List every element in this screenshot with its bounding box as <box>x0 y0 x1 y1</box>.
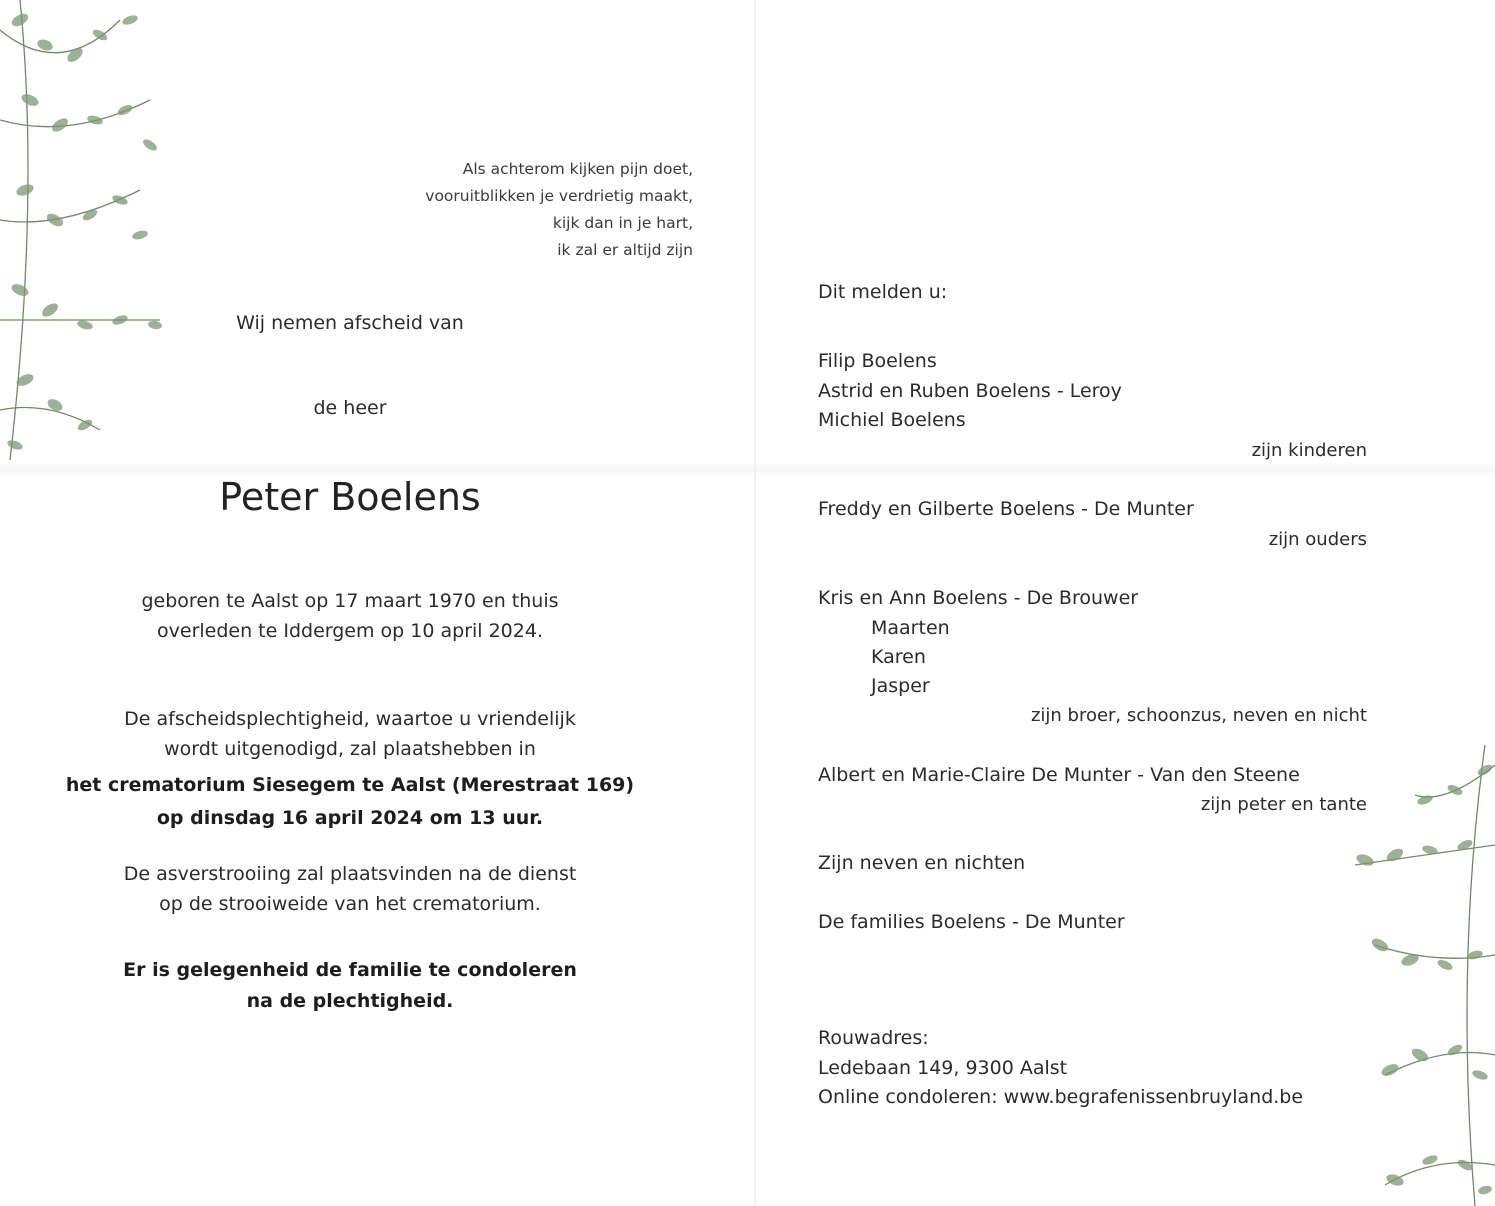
address-label: Rouwadres: <box>818 1027 929 1049</box>
parents-relation: zijn ouders <box>1268 529 1367 550</box>
ash-line-2: op de strooiweide van het crematorium. <box>159 893 541 915</box>
ash-line-1: De asverstrooiing zal plaatsvinden na de dienst <box>123 863 577 885</box>
condolence-line-2: na de plechtigheid. <box>246 990 454 1012</box>
parents-name: Freddy en Gilberte Boelens - De Munter <box>818 498 1194 520</box>
child-name: Michiel Boelens <box>818 409 966 431</box>
fold-line <box>754 0 756 1206</box>
ceremony-line-2: wordt uitgenodigd, zal plaatshebben in <box>164 738 536 760</box>
venue-line: het crematorium Siesegem te Aalst (Merestraat 169) <box>65 774 635 796</box>
poem-line-2: vooruitblikken je verdrietig maakt, <box>425 187 693 205</box>
online-condolence-line: Online condoleren: www.begrafenissenbruyland.be <box>818 1086 1304 1108</box>
deceased-name: Peter Boelens <box>219 475 481 519</box>
child-name: Astrid en Ruben Boelens - Leroy <box>818 380 1122 402</box>
brother-name: Kris en Ann Boelens - De Brouwer <box>818 587 1139 609</box>
mourning-address: Ledebaan 149, 9300 Aalst <box>818 1057 1068 1079</box>
brother-relation: zijn broer, schoonzus, neven en nicht <box>1030 705 1367 726</box>
cousins-line: Zijn neven en nichten <box>818 852 1026 874</box>
ceremony-line-1: De afscheidsplechtigheid, waartoe u vriendelijk <box>124 708 576 730</box>
child-name: Filip Boelens <box>818 350 937 372</box>
families-line: De families Boelens - De Munter <box>818 911 1125 933</box>
poem-line-3: kijk dan in je hart, <box>552 214 693 232</box>
poem-line-4: ik zal er altijd zijn <box>557 241 693 259</box>
announcers-intro: Dit melden u: <box>818 281 948 303</box>
birth-line: geboren te Aalst op 17 maart 1970 en thuis <box>141 590 559 612</box>
death-line: overleden te Iddergem op 10 april 2024. <box>157 620 543 642</box>
deceased-title: de heer <box>313 397 387 419</box>
godparents-relation: zijn peter en tante <box>1200 794 1367 815</box>
nephew-niece-name: Jasper <box>871 675 930 697</box>
children-relation: zijn kinderen <box>1251 440 1367 461</box>
farewell-intro: Wij nemen afscheid van <box>236 312 464 334</box>
date-line: op dinsdag 16 april 2024 om 13 uur. <box>156 807 544 829</box>
nephew-niece-name: Karen <box>871 646 926 668</box>
condolence-line-1: Er is gelegenheid de familie te condoleren <box>123 959 577 981</box>
poem-line-1: Als achterom kijken pijn doet, <box>462 160 693 178</box>
nephew-niece-name: Maarten <box>871 617 950 639</box>
godparents-name: Albert en Marie-Claire De Munter - Van den Steene <box>818 764 1300 786</box>
eucalyptus-branch-icon <box>0 0 175 470</box>
